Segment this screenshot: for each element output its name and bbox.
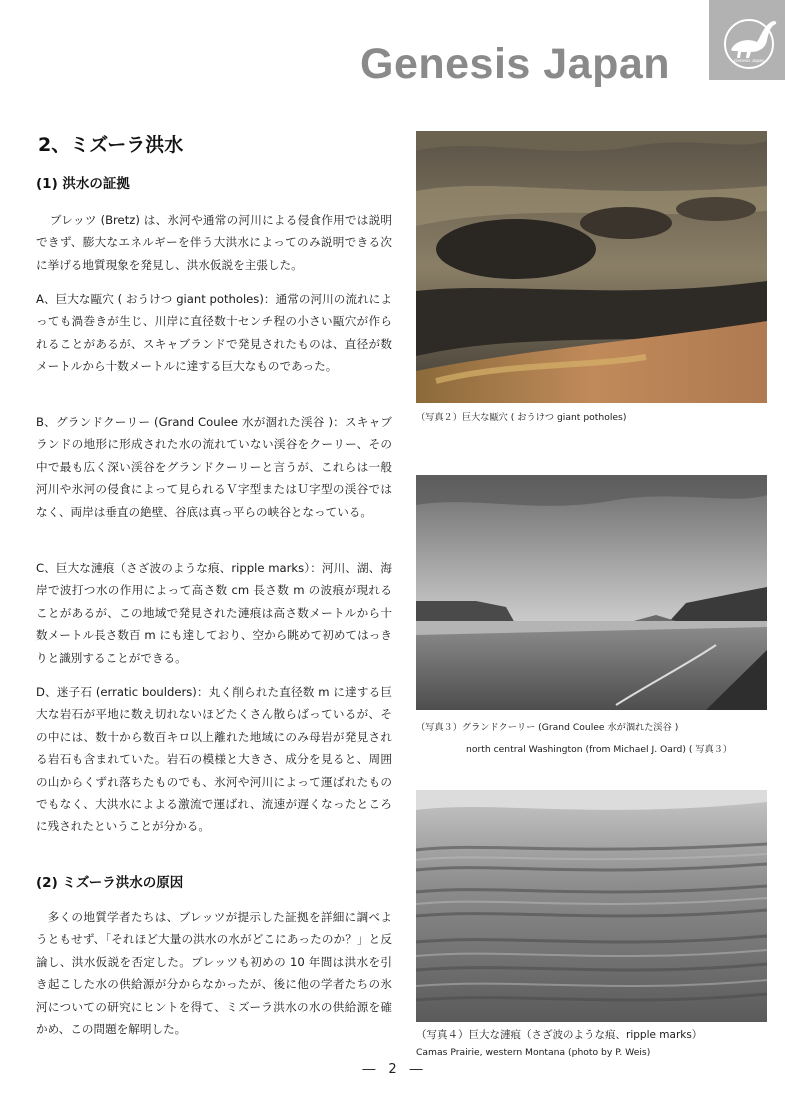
section-title: 2、ミズーラ洪水 bbox=[38, 134, 184, 156]
subheading-evidence: (1) 洪水の証拠 bbox=[36, 176, 130, 192]
paragraph-d-erratic-boulders: D、迷子石 (erratic boulders)：丸く削られた直径数 m に達する巨大な岩石が平地に数え切れないほどたくさん散らばっているが、その中には、数十から数百キロ以上離れた地域にのみ母岩が発見される岩石も含まれていた。岩石の模様と大きさ、成分を見ると、周囲の山からくずれ落ちたものでも、氷河や河川によって運ばれたものでもなく、大洪水によよる激流で運ばれ、流速が遅くなったところに残されたということが分かる。 bbox=[36, 685, 392, 834]
photo-2-caption: （写真２）巨大な甌穴 ( おうけつ giant potholes) bbox=[416, 412, 627, 423]
photo-giant-potholes bbox=[416, 131, 767, 403]
paragraph-cause: 多くの地質学者たちは、ブレッツが提示した証拠を詳細に調べようともせず、「それほど大量の洪水の水がどこにあったのか？」と反論し、洪水仮説を否定した。ブレッツも初めの 10 年間は洪水を引き起こした水の供給源が分からなかったが、後に他の学者たちの氷河についての研究にヒントを得て、ミズーラ洪水の水の供給源を確かめ、この問題を解明した。 bbox=[36, 910, 392, 1037]
page-number: ― 2 ― bbox=[362, 1062, 423, 1077]
svg-text:Genesis Japan: Genesis Japan bbox=[733, 58, 765, 63]
photo-4-caption-line2: Camas Prairie, western Montana (photo by P. Weis) bbox=[416, 1047, 651, 1058]
photo-ripple-marks bbox=[416, 790, 767, 1022]
subheading-cause: (2) ミズーラ洪水の原因 bbox=[36, 875, 184, 891]
paragraph-c-ripple-marks: C、巨大な漣痕（さざ波のような痕、ripple marks）：河川、湖、海岸で波打つ水の作用によって高さ数 cm 長さ数 m の波痕が現れることがあるが、この地域で発見された漣痕は高さ数メートルから十数メートル長さ数百 m にも達しており、空から眺めて初めてはっきりと識別することができる。 bbox=[36, 561, 392, 665]
photo-4-caption-line1: （写真４）巨大な漣痕（さざ波のような痕、ripple marks） bbox=[416, 1029, 703, 1041]
photo-3-caption-line2: north central Washington (from Michael J. Oard) ( 写真３） bbox=[466, 744, 733, 755]
dinosaur-logo-icon bbox=[709, 0, 785, 80]
paragraph-intro: ブレッツ (Bretz) は、氷河や通常の河川による侵食作用では説明できず、膨大なエネルギーを伴う大洪水によってのみ説明できる次に挙げる地質現象を発見し、洪水仮説を主張した。 bbox=[36, 213, 392, 272]
photo-grand-coulee bbox=[416, 475, 767, 710]
header-title: Genesis Japan bbox=[360, 40, 671, 88]
photo-3-caption-line1: （写真３）グランドクーリー (Grand Coulee 水が涸れた渓谷 ) bbox=[416, 722, 679, 733]
paragraph-a-potholes: A、巨大な甌穴 ( おうけつ giant potholes)：通常の河川の流れによっても渦巻きが生じ、川岸に直径数十センチ程の小さい甌穴が作られることがあるが、スキャブランドで発見されたものは、直径が数メートルから十数メートルに達する巨大なものであった。 bbox=[36, 292, 392, 374]
paragraph-b-grand-coulee: B、グランドクーリー (Grand Coulee 水が涸れた渓谷 )：スキャブランドの地形に形成された水の流れていない渓谷をクーリー、その中で最も広く深い渓谷をグランドクーリーと言うが、これらは一般河川や氷河の侵食によって見られるＶ字型またはＵ字型の渓谷ではなく、両岸は垂直の絶壁、谷底は真っ平らの峡谷となっている。 bbox=[36, 415, 392, 519]
